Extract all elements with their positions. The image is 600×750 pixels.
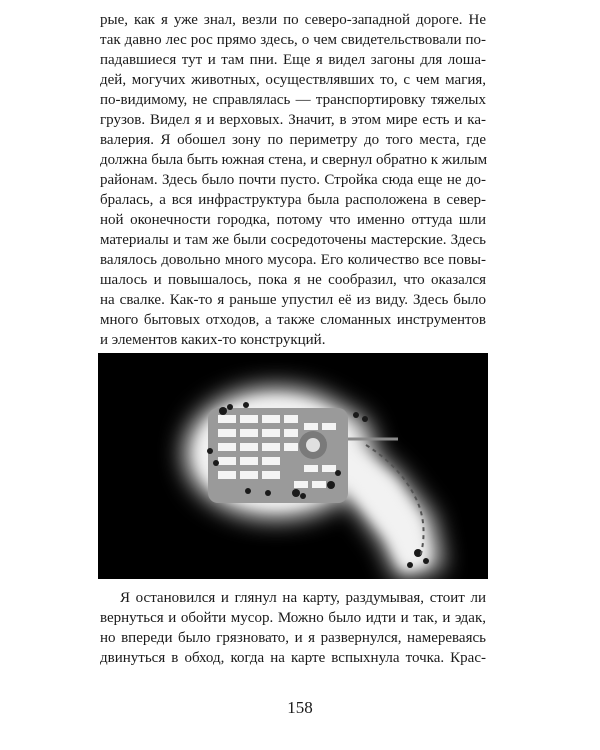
text-line: падавшиеся тут и там пни. Еще я видел загоны для лоша- [100,52,486,68]
text-line: грузов. Видел я и верховых. Значит, в этом мире есть и ка- [100,112,486,128]
text-line: много бытовых отходов, а также сломанных инструментов [100,312,486,328]
text-line: вернуться и обойти мусор. Можно было идти и так, и эдак, [100,610,486,626]
text-line: и элементов каких-то конструкций. [100,332,326,348]
text-line: ной оконечности городка, потому что именно оттуда шли [100,212,486,228]
text-line: шалось и повышалось, пока я не сообразил, что оказался [100,272,486,288]
text-line: валялось довольно много мусора. Его количество все повы- [100,252,486,268]
text-line: Я остановился и глянул на карту, раздумывая, стоит ли [120,590,486,606]
text-line: но впереди было грязновато, и я развернулся, намереваясь [100,630,486,646]
text-line: рые, как я уже знал, везли по северо-западной дороге. Не [100,12,486,28]
text-line: должна была быть южная стена, и свернул обратно к жилым [100,152,488,168]
map-illustration [98,353,488,579]
page-number: 158 [287,698,313,717]
text-line: двинуться в обход, когда на карте вспыхнула точка. Крас- [100,650,486,666]
text-line: районам. Здесь было почти пусто. Стройка сюда еще не до- [100,172,486,188]
text-line: бралась, а вся инфраструктура была расположена в север- [100,192,486,208]
text-line: на свалке. Как-то я раньше упустил её из виду. Здесь было [100,292,486,308]
text-line: так давно лес рос прямо здесь, о чем свидетельствовали по- [100,32,486,48]
text-line: дей, могучих животных, осуществлявших то, с чем магия, [100,72,486,88]
text-line: материалы и там же были сосредоточены мастерские. Здесь [100,232,486,248]
fog-of-war-map [98,353,488,579]
text-line: по-видимому, не справлялась — транспортировку тяжелых [100,92,486,108]
text-line: валерия. Я обошел зону по периметру до того места, где [100,132,486,148]
